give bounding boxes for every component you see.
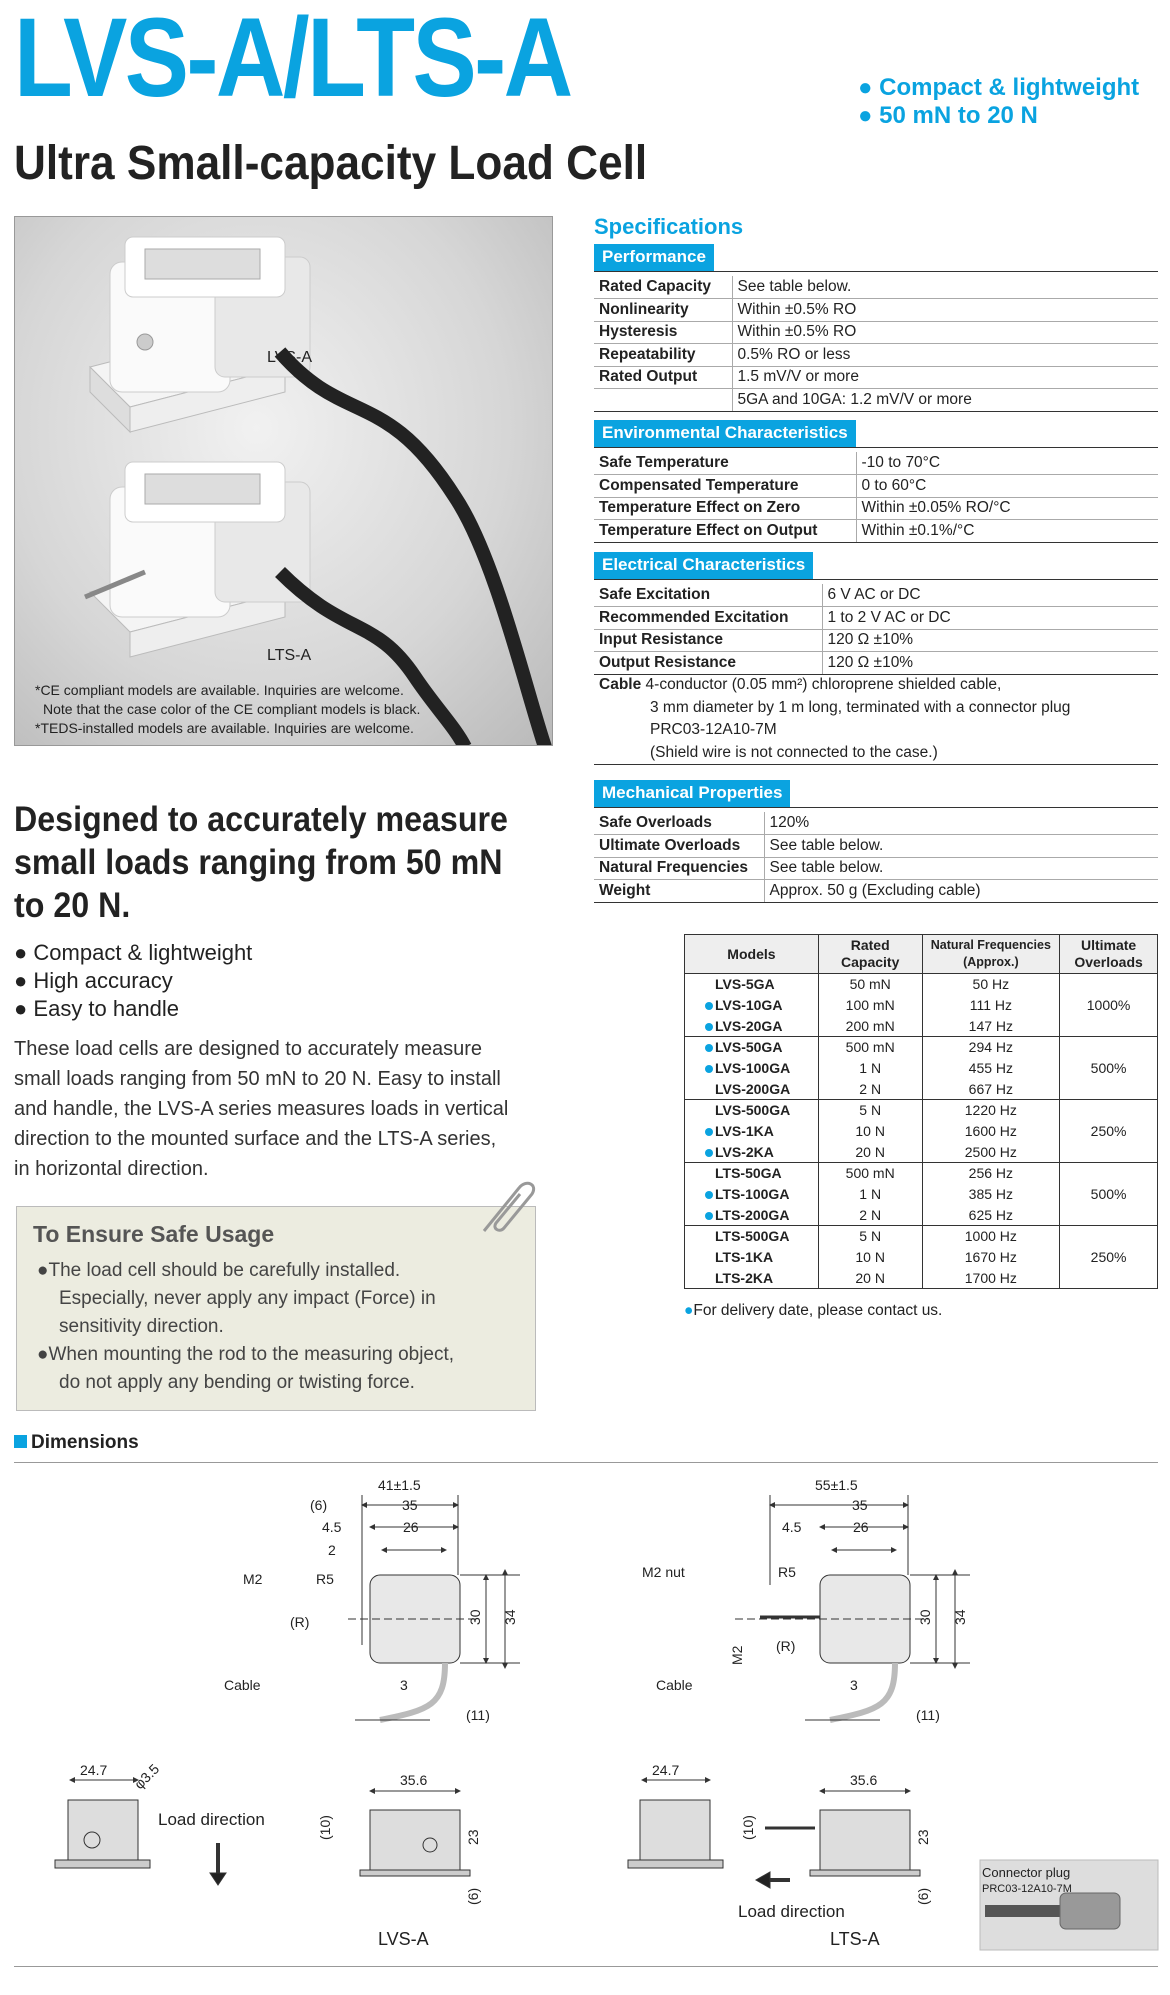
- feature-item: ● Easy to handle: [14, 996, 179, 1021]
- model-name: LVS-5GA: [685, 974, 819, 995]
- dim-label: 24.7: [80, 1762, 108, 1778]
- electrical-table: Safe Excitation 6 V AC or DC Recommended Excitation 1 to 2 V AC or DC Input Resistance 120 Ω ±10% Output Resistance 120 Ω ±10%: [594, 584, 1158, 675]
- models-table: [684, 934, 1158, 1289]
- environmental-heading: Environmental Characteristics: [594, 420, 1158, 448]
- dim-label: (6): [465, 1887, 481, 1905]
- product-photo: [14, 216, 553, 746]
- safe-usage-line: ●When mounting the rod to the measuring object,: [37, 1344, 455, 1365]
- description-line: direction to the mounted surface and the LTS-A series,: [14, 1128, 497, 1150]
- rated-capacity: 10 N: [818, 1121, 922, 1142]
- dim-label: (10): [740, 1815, 756, 1840]
- photo-note: Note that the case color of the CE compliant models is black.: [43, 701, 421, 717]
- dim-label: 30: [467, 1609, 483, 1625]
- description-line: These load cells are designed to accurately measure: [14, 1038, 483, 1060]
- headline-line: Designed to accurately measure: [14, 800, 508, 839]
- model-name: LTS-200GA: [685, 1205, 819, 1226]
- safe-usage-line: sensitivity direction.: [59, 1316, 224, 1337]
- model-name: LVS-1KA: [685, 1121, 819, 1142]
- dim-label: 24.7: [652, 1762, 680, 1778]
- natural-frequency: 1670 Hz: [922, 1247, 1060, 1268]
- photo-note: *CE compliant models are available. Inquiries are welcome.: [35, 682, 404, 698]
- col-header: Natural Frequencies (Approx.): [922, 935, 1060, 974]
- safe-usage-line: do not apply any bending or twisting force.: [59, 1372, 415, 1393]
- dim-label: 3: [850, 1677, 858, 1693]
- dim-label: 26: [853, 1519, 869, 1535]
- natural-frequency: 147 Hz: [922, 1016, 1060, 1037]
- safe-usage-line: Especially, never apply any impact (Force) in: [59, 1288, 436, 1309]
- dim-label: (R): [776, 1638, 796, 1654]
- product-subtitle: Ultra Small-capacity Load Cell: [14, 137, 648, 190]
- dim-label: 35.6: [850, 1772, 878, 1788]
- dim-label: 4.5: [322, 1519, 342, 1535]
- dim-label: 2: [328, 1542, 336, 1558]
- model-name: LVS-10GA: [685, 995, 819, 1016]
- natural-frequency: 1000 Hz: [922, 1226, 1060, 1247]
- dim-label: (11): [916, 1707, 940, 1723]
- dim-label: 34: [952, 1609, 968, 1625]
- feature-item: ● High accuracy: [14, 968, 173, 993]
- dim-label: 35.6: [400, 1772, 428, 1788]
- col-header: Ultimate Overloads: [1060, 935, 1158, 974]
- dim-label: 30: [917, 1609, 933, 1625]
- drawing-caption: LVS-A: [378, 1929, 429, 1949]
- load-direction-label: Load direction: [158, 1810, 265, 1829]
- ultimate-overload: 1000%: [1060, 974, 1158, 1037]
- dim-label: (6): [310, 1497, 328, 1513]
- mechanical-table: Safe Overloads 120% Ultimate Overloads See table below. Natural Frequencies See table below. Weight Approx. 50 g (Excluding cable): [594, 812, 1158, 903]
- ultimate-overload: 250%: [1060, 1226, 1158, 1289]
- dim-label: Cable: [656, 1677, 693, 1693]
- ultimate-overload: 250%: [1060, 1100, 1158, 1163]
- model-name: LTS-2KA: [685, 1268, 819, 1289]
- dimension-drawing: [0, 1465, 1170, 1960]
- natural-frequency: 455 Hz: [922, 1058, 1060, 1079]
- photo-label-lts: LTS-A: [267, 647, 312, 664]
- dim-label: (10): [317, 1815, 333, 1840]
- dim-label: 55±1.5: [815, 1477, 858, 1493]
- rated-capacity: 10 N: [818, 1247, 922, 1268]
- headline-line: to 20 N.: [14, 886, 131, 925]
- photo-label-lvs: LVS-A: [267, 349, 313, 366]
- dim-label: 41±1.5: [378, 1477, 421, 1493]
- table-row: [685, 974, 1158, 995]
- dim-label: M2: [243, 1571, 263, 1587]
- model-name: LVS-2KA: [685, 1142, 819, 1163]
- natural-frequency: 2500 Hz: [922, 1142, 1060, 1163]
- rated-capacity: 1 N: [818, 1058, 922, 1079]
- dim-label: M2 nut: [642, 1564, 685, 1580]
- connector-title: Connector plug: [982, 1865, 1071, 1880]
- rated-capacity: 5 N: [818, 1226, 922, 1247]
- connector-part: PRC03-12A10-7M: [982, 1883, 1072, 1895]
- natural-frequency: 1600 Hz: [922, 1121, 1060, 1142]
- rated-capacity: 20 N: [818, 1142, 922, 1163]
- performance-heading: Performance: [594, 244, 1158, 272]
- tag-item: ● Compact & lightweight: [858, 74, 1140, 101]
- dim-label: 3: [400, 1677, 408, 1693]
- model-name: LTS-100GA: [685, 1184, 819, 1205]
- natural-frequency: 1700 Hz: [922, 1268, 1060, 1289]
- model-name: LTS-500GA: [685, 1226, 819, 1247]
- description-line: small loads ranging from 50 mN to 20 N. Easy to install: [14, 1068, 501, 1090]
- dim-label: (11): [466, 1707, 490, 1723]
- dim-label: M2: [729, 1645, 745, 1665]
- divider: [14, 1966, 1158, 1967]
- performance-table: Rated Capacity See table below. Nonlinearity Within ±0.5% RO Hysteresis Within ±0.5% RO Repeatability 0.5% RO or less Rated Output 1.5 mV/V or more 5GA and 10GA: 1.2 mV/V or more: [594, 276, 1158, 412]
- table-row: [685, 1100, 1158, 1121]
- table-row: [685, 1163, 1158, 1184]
- table-row: [685, 1226, 1158, 1247]
- col-header: Models: [685, 935, 819, 974]
- rated-capacity: 1 N: [818, 1184, 922, 1205]
- natural-frequency: 50 Hz: [922, 974, 1060, 995]
- feature-item: ● Compact & lightweight: [14, 940, 253, 965]
- drawing-caption: LTS-A: [830, 1929, 880, 1949]
- natural-frequency: 111 Hz: [922, 995, 1060, 1016]
- natural-frequency: 385 Hz: [922, 1184, 1060, 1205]
- natural-frequency: 256 Hz: [922, 1163, 1060, 1184]
- dim-label: 4.5: [782, 1519, 802, 1535]
- dim-label: φ3.5: [130, 1760, 163, 1793]
- rated-capacity: 5 N: [818, 1100, 922, 1121]
- rated-capacity: 50 mN: [818, 974, 922, 995]
- product-title: LVS-A/LTS-A: [14, 0, 571, 120]
- rated-capacity: 200 mN: [818, 1016, 922, 1037]
- rated-capacity: 100 mN: [818, 995, 922, 1016]
- divider: [14, 1462, 1158, 1463]
- models-footnote: ●For delivery date, please contact us.: [684, 1302, 943, 1319]
- table-row: [685, 1037, 1158, 1058]
- safe-usage-box: [16, 1206, 536, 1411]
- safe-usage-title: To Ensure Safe Usage: [33, 1221, 275, 1247]
- model-name: LVS-500GA: [685, 1100, 819, 1121]
- model-name: LVS-20GA: [685, 1016, 819, 1037]
- dim-label: 34: [502, 1609, 518, 1625]
- col-header: Rated Capacity: [818, 935, 922, 974]
- model-name: LVS-100GA: [685, 1058, 819, 1079]
- description-line: in horizontal direction.: [14, 1158, 209, 1180]
- electrical-heading: Electrical Characteristics: [594, 552, 1158, 580]
- natural-frequency: 294 Hz: [922, 1037, 1060, 1058]
- rated-capacity: 2 N: [818, 1205, 922, 1226]
- rated-capacity: 20 N: [818, 1268, 922, 1289]
- natural-frequency: 667 Hz: [922, 1079, 1060, 1100]
- model-name: LVS-50GA: [685, 1037, 819, 1058]
- load-cell-illustration: [15, 217, 553, 746]
- dim-label: 35: [852, 1497, 868, 1513]
- safe-usage-line: ●The load cell should be carefully installed.: [37, 1260, 401, 1281]
- mechanical-heading: Mechanical Properties: [594, 780, 1158, 808]
- dim-label: R5: [778, 1564, 796, 1580]
- description-line: and handle, the LVS-A series measures loads in vertical: [14, 1098, 509, 1120]
- specifications-title: Specifications: [594, 214, 744, 239]
- model-name: LVS-200GA: [685, 1079, 819, 1100]
- ultimate-overload: 500%: [1060, 1037, 1158, 1100]
- rated-capacity: 500 mN: [818, 1037, 922, 1058]
- dim-label: 26: [403, 1519, 419, 1535]
- natural-frequency: 1220 Hz: [922, 1100, 1060, 1121]
- dim-label: (6): [915, 1887, 931, 1905]
- dim-label: (R): [290, 1614, 310, 1630]
- dim-label: 23: [465, 1829, 481, 1845]
- photo-note: *TEDS-installed models are available. Inquiries are welcome.: [35, 720, 414, 736]
- model-name: LTS-50GA: [685, 1163, 819, 1184]
- environmental-table: Safe Temperature -10 to 70°C Compensated Temperature 0 to 60°C Temperature Effect on Zero Within ±0.05% RO/°C Temperature Effect on Output Within ±0.1%/°C: [594, 452, 1158, 543]
- cable-table: Cable 4-conductor (0.05 mm²) chloroprene shielded cable, 3 mm diameter by 1 m long, terminated with a connector plug PRC03-12A10-7M (Shield wire is not connected to the case.): [594, 674, 1158, 765]
- load-direction-label: Load direction: [738, 1902, 845, 1921]
- natural-frequency: 625 Hz: [922, 1205, 1060, 1226]
- model-name: LTS-1KA: [685, 1247, 819, 1268]
- headline-line: small loads ranging from 50 mN: [14, 843, 503, 882]
- dim-label: R5: [316, 1571, 334, 1587]
- dim-label: Cable: [224, 1677, 261, 1693]
- dim-label: 35: [402, 1497, 418, 1513]
- rated-capacity: 2 N: [818, 1079, 922, 1100]
- dimensions-heading: Dimensions: [14, 1432, 139, 1454]
- dim-label: 23: [915, 1829, 931, 1845]
- tag-item: ● 50 mN to 20 N: [858, 102, 1038, 129]
- paperclip-icon: [474, 1176, 544, 1236]
- rated-capacity: 500 mN: [818, 1163, 922, 1184]
- ultimate-overload: 500%: [1060, 1163, 1158, 1226]
